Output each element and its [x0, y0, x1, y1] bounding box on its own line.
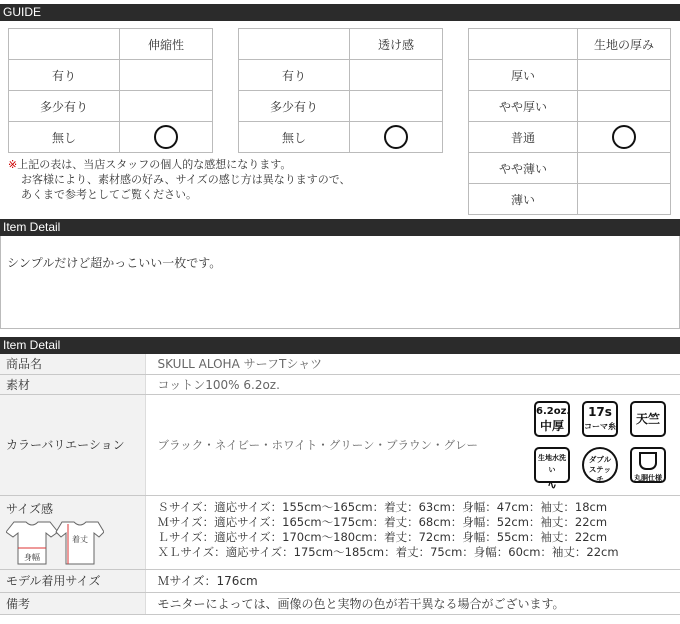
fabric-icons	[534, 401, 668, 492]
item-spec-header: Item Detail	[0, 337, 680, 354]
item-detail-header: Item Detail	[0, 219, 680, 236]
remarks-value: モニターによっては、画像の色と実物の色が若干異なる場合がございます。	[145, 592, 680, 614]
row-label: やや薄い	[469, 153, 578, 184]
tshirt-size-diagram	[6, 520, 104, 566]
remarks-label: 備考	[0, 592, 145, 614]
spec-table	[0, 354, 680, 615]
product-name-label: 商品名	[0, 354, 145, 374]
model-size-value: Ｍサイズ：176cm	[145, 569, 680, 592]
size-label: サイズ感	[6, 501, 54, 516]
row-label: やや厚い	[469, 91, 578, 122]
double-stitch-icon: ダブルステッチ	[582, 447, 618, 483]
fabric-weight-icon: 6.2oz. 中厚	[534, 401, 570, 437]
guide-header: GUIDE	[0, 4, 680, 21]
transparency-header: 透け感	[350, 29, 443, 60]
size-row: Ｌサイズ：適応サイズ：170cm〜180cm：着丈：72cm：身幅：55cm：袖丈：22cm	[157, 529, 608, 544]
tenjiku-icon: 天竺	[630, 401, 666, 437]
guide-note	[8, 157, 351, 202]
thickness-header: 生地の厚み	[578, 29, 671, 60]
product-name: SKULL ALOHA サーフTシャツ	[145, 354, 680, 374]
size-row: Ｓサイズ：適応サイズ：155cm〜165cm：着丈：63cm：身幅：47cm：袖丈：18cm	[157, 499, 608, 514]
color-label: カラーバリエーション	[0, 394, 145, 495]
selected-circle-icon	[384, 125, 408, 149]
row-label: 厚い	[469, 60, 578, 91]
color-value: ブラック・ネイビー・ホワイト・グリーン・ブラウン・グレー	[157, 437, 479, 452]
model-size-label: モデル着用サイズ	[0, 569, 145, 592]
row-label: 薄い	[469, 184, 578, 215]
yarn-count-icon: 17s コーマ糸	[582, 401, 618, 437]
item-description: シンプルだけど超かっこいい一枚です。	[7, 256, 222, 270]
stretch-header: 伸縮性	[120, 29, 213, 60]
size-row: ＸＬサイズ：適応サイズ：175cm〜185cm：着丈：75cm：身幅：60cm：袖丈：22cm	[157, 544, 619, 559]
wash-icon: 生地水洗い ∿	[534, 447, 570, 483]
row-label: 多少有り	[9, 91, 120, 122]
size-row: Ｍサイズ：適応サイズ：165cm〜175cm：着丈：68cm：身幅：52cm：袖丈：22cm	[157, 514, 608, 529]
row-label: 有り	[239, 60, 350, 91]
stretch-table	[8, 28, 213, 153]
length-label: 着丈	[72, 534, 88, 544]
row-label: 有り	[9, 60, 120, 91]
row-label: 多少有り	[239, 91, 350, 122]
material-label: 素材	[0, 374, 145, 394]
note-mark: ※	[8, 158, 18, 171]
note-line: 上記の表は、当店スタッフの個人的な感想になります。	[17, 158, 292, 171]
round-body-icon: 丸胴仕様	[630, 447, 666, 483]
thickness-table	[468, 28, 671, 215]
row-label: 無し	[239, 122, 350, 153]
row-label: 普通	[469, 122, 578, 153]
selected-circle-icon	[154, 125, 178, 149]
transparency-table	[238, 28, 443, 153]
note-line: お客様により、素材感の好み、サイズの感じ方は異なりますので、	[21, 173, 351, 186]
note-line: あくまで参考としてご覧ください。	[21, 188, 197, 201]
material-value: コットン100% 6.2oz.	[145, 374, 680, 394]
row-label: 無し	[9, 122, 120, 153]
width-label: 身幅	[24, 552, 40, 562]
selected-circle-icon	[612, 125, 636, 149]
